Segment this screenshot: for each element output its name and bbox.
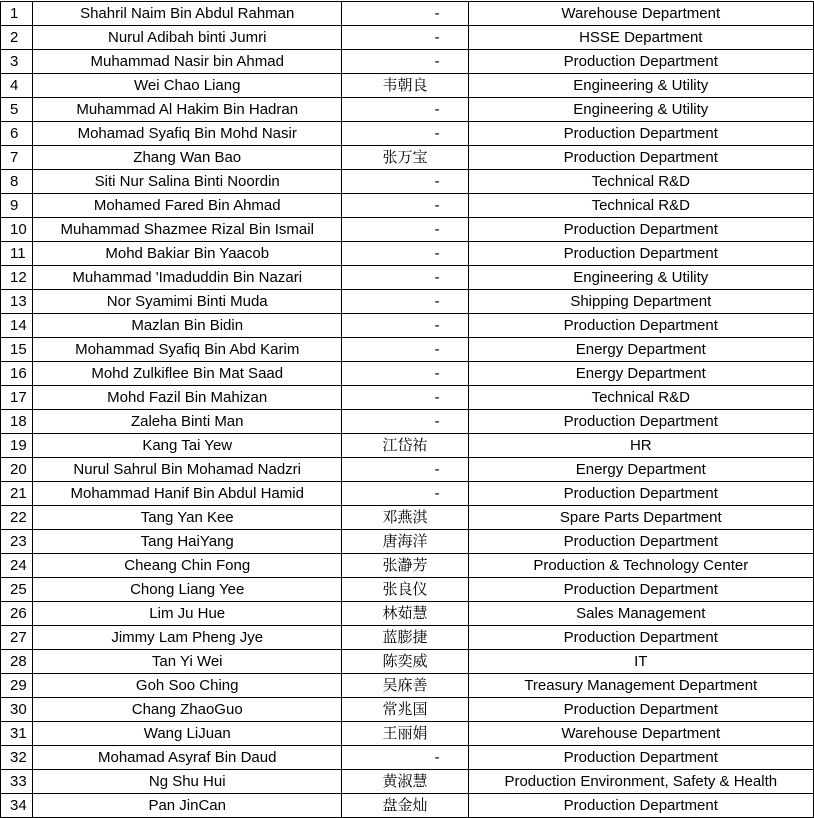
name-cell[interactable]: Muhammad Nasir bin Ahmad bbox=[33, 50, 342, 74]
row-number-cell[interactable]: 23 bbox=[1, 530, 33, 554]
name-cell[interactable]: Siti Nur Salina Binti Noordin bbox=[33, 170, 342, 194]
row-number-cell[interactable]: 18 bbox=[1, 410, 33, 434]
name-cell[interactable]: Chong Liang Yee bbox=[33, 578, 342, 602]
table-row bbox=[1, 218, 814, 242]
table-row bbox=[1, 2, 814, 26]
department-cell[interactable]: Production Department bbox=[468, 530, 813, 554]
chinese-name-cell[interactable]: - bbox=[342, 746, 468, 770]
row-number-cell[interactable]: 28 bbox=[1, 650, 33, 674]
chinese-name-cell[interactable]: 吴庥善 bbox=[342, 674, 468, 698]
name-cell[interactable]: Mohd Fazil Bin Mahizan bbox=[33, 386, 342, 410]
department-cell[interactable]: Energy Department bbox=[468, 338, 813, 362]
department-cell[interactable]: Production Department bbox=[468, 746, 813, 770]
name-cell[interactable]: Chang ZhaoGuo bbox=[33, 698, 342, 722]
chinese-name-cell[interactable]: - bbox=[342, 266, 468, 290]
row-number-cell[interactable]: 17 bbox=[1, 386, 33, 410]
row-number-cell[interactable]: 19 bbox=[1, 434, 33, 458]
chinese-name-cell[interactable]: - bbox=[342, 386, 468, 410]
name-cell[interactable]: Mohammad Syafiq Bin Abd Karim bbox=[33, 338, 342, 362]
table-row bbox=[1, 194, 814, 218]
chinese-name-cell[interactable]: 黄淑慧 bbox=[342, 770, 468, 794]
row-number-cell[interactable]: 2 bbox=[1, 26, 33, 50]
chinese-name-cell[interactable]: - bbox=[342, 98, 468, 122]
table-row bbox=[1, 170, 814, 194]
chinese-name-cell[interactable]: 陈奕威 bbox=[342, 650, 468, 674]
name-cell[interactable]: Mohammad Hanif Bin Abdul Hamid bbox=[33, 482, 342, 506]
name-cell[interactable]: Jimmy Lam Pheng Jye bbox=[33, 626, 342, 650]
name-cell[interactable]: Lim Ju Hue bbox=[33, 602, 342, 626]
department-cell[interactable]: Production Department bbox=[468, 578, 813, 602]
chinese-name-cell[interactable]: - bbox=[342, 290, 468, 314]
chinese-name-cell[interactable]: 张瀞芳 bbox=[342, 554, 468, 578]
department-cell[interactable]: Engineering & Utility bbox=[468, 98, 813, 122]
row-number-cell[interactable]: 33 bbox=[1, 770, 33, 794]
table-row bbox=[1, 314, 814, 338]
row-number-cell[interactable]: 31 bbox=[1, 722, 33, 746]
name-cell[interactable]: Mohd Zulkiflee Bin Mat Saad bbox=[33, 362, 342, 386]
department-cell[interactable]: Production & Technology Center bbox=[468, 554, 813, 578]
row-number-cell[interactable]: 22 bbox=[1, 506, 33, 530]
chinese-name-cell[interactable]: 邓燕淇 bbox=[342, 506, 468, 530]
row-number-cell[interactable]: 7 bbox=[1, 146, 33, 170]
department-cell[interactable]: Production Department bbox=[468, 482, 813, 506]
table-row bbox=[1, 122, 814, 146]
row-number-cell[interactable]: 27 bbox=[1, 626, 33, 650]
chinese-name-cell[interactable]: 张万宝 bbox=[342, 146, 468, 170]
chinese-name-cell[interactable]: 韦朝良 bbox=[342, 74, 468, 98]
department-cell[interactable]: Production Department bbox=[468, 50, 813, 74]
row-number-cell[interactable]: 32 bbox=[1, 746, 33, 770]
row-number-cell[interactable]: 25 bbox=[1, 578, 33, 602]
name-cell[interactable]: Tang HaiYang bbox=[33, 530, 342, 554]
name-cell[interactable]: Tang Yan Kee bbox=[33, 506, 342, 530]
chinese-name-cell[interactable]: - bbox=[342, 122, 468, 146]
row-number-cell[interactable]: 29 bbox=[1, 674, 33, 698]
table-row bbox=[1, 458, 814, 482]
name-cell[interactable]: Mohamad Asyraf Bin Daud bbox=[33, 746, 342, 770]
table-row bbox=[1, 794, 814, 818]
table-row bbox=[1, 410, 814, 434]
table-row bbox=[1, 146, 814, 170]
name-cell[interactable]: Mohd Bakiar Bin Yaacob bbox=[33, 242, 342, 266]
department-cell[interactable]: Warehouse Department bbox=[468, 722, 813, 746]
department-cell[interactable]: Production Department bbox=[468, 242, 813, 266]
row-number-cell[interactable]: 9 bbox=[1, 194, 33, 218]
department-cell[interactable]: Production Department bbox=[468, 314, 813, 338]
department-cell[interactable]: Production Department bbox=[468, 794, 813, 818]
department-cell[interactable]: Shipping Department bbox=[468, 290, 813, 314]
row-number-cell[interactable]: 1 bbox=[1, 2, 33, 26]
department-cell[interactable]: IT bbox=[468, 650, 813, 674]
table-row bbox=[1, 746, 814, 770]
table-row bbox=[1, 770, 814, 794]
row-number-cell[interactable]: 3 bbox=[1, 50, 33, 74]
table-row bbox=[1, 26, 814, 50]
department-cell[interactable]: Treasury Management Department bbox=[468, 674, 813, 698]
chinese-name-cell[interactable]: 张良仪 bbox=[342, 578, 468, 602]
row-number-cell[interactable]: 21 bbox=[1, 482, 33, 506]
row-number-cell[interactable]: 34 bbox=[1, 794, 33, 818]
row-number-cell[interactable]: 4 bbox=[1, 74, 33, 98]
chinese-name-cell[interactable]: - bbox=[342, 482, 468, 506]
chinese-name-cell[interactable]: - bbox=[342, 362, 468, 386]
table-row bbox=[1, 722, 814, 746]
department-cell[interactable]: Spare Parts Department bbox=[468, 506, 813, 530]
name-cell[interactable]: Zhang Wan Bao bbox=[33, 146, 342, 170]
row-number-cell[interactable]: 13 bbox=[1, 290, 33, 314]
name-cell[interactable]: Nurul Sahrul Bin Mohamad Nadzri bbox=[33, 458, 342, 482]
department-cell[interactable]: Production Department bbox=[468, 122, 813, 146]
name-cell[interactable]: Muhammad Shazmee Rizal Bin Ismail bbox=[33, 218, 342, 242]
department-cell[interactable]: Energy Department bbox=[468, 458, 813, 482]
row-number-cell[interactable]: 8 bbox=[1, 170, 33, 194]
chinese-name-cell[interactable]: 常兆国 bbox=[342, 698, 468, 722]
table-row bbox=[1, 50, 814, 74]
department-cell[interactable]: Technical R&D bbox=[468, 194, 813, 218]
table-row bbox=[1, 434, 814, 458]
department-cell[interactable]: Production Department bbox=[468, 698, 813, 722]
chinese-name-cell[interactable]: - bbox=[342, 50, 468, 74]
name-cell[interactable]: Cheang Chin Fong bbox=[33, 554, 342, 578]
chinese-name-cell[interactable]: - bbox=[342, 242, 468, 266]
department-cell[interactable]: Production Department bbox=[468, 218, 813, 242]
chinese-name-cell[interactable]: - bbox=[342, 2, 468, 26]
table-row bbox=[1, 338, 814, 362]
row-number-cell[interactable]: 12 bbox=[1, 266, 33, 290]
department-cell[interactable]: Technical R&D bbox=[468, 386, 813, 410]
department-cell[interactable]: Engineering & Utility bbox=[468, 266, 813, 290]
name-cell[interactable]: Nor Syamimi Binti Muda bbox=[33, 290, 342, 314]
row-number-cell[interactable]: 16 bbox=[1, 362, 33, 386]
table-row bbox=[1, 626, 814, 650]
table-row bbox=[1, 266, 814, 290]
chinese-name-cell[interactable]: 江岱祐 bbox=[342, 434, 468, 458]
chinese-name-cell[interactable]: 王丽娟 bbox=[342, 722, 468, 746]
chinese-name-cell[interactable]: - bbox=[342, 194, 468, 218]
name-cell[interactable]: Nurul Adibah binti Jumri bbox=[33, 26, 342, 50]
name-cell[interactable]: Mohamed Fared Bin Ahmad bbox=[33, 194, 342, 218]
chinese-name-cell[interactable]: - bbox=[342, 26, 468, 50]
department-cell[interactable]: Energy Department bbox=[468, 362, 813, 386]
table-row bbox=[1, 506, 814, 530]
department-cell[interactable]: Warehouse Department bbox=[468, 2, 813, 26]
row-number-cell[interactable]: 10 bbox=[1, 218, 33, 242]
table-row bbox=[1, 578, 814, 602]
table-row bbox=[1, 74, 814, 98]
table-row bbox=[1, 674, 814, 698]
name-cell[interactable]: Ng Shu Hui bbox=[33, 770, 342, 794]
employee-table bbox=[0, 1, 814, 818]
table-row bbox=[1, 362, 814, 386]
name-cell[interactable]: Mazlan Bin Bidin bbox=[33, 314, 342, 338]
department-cell[interactable]: Production Department bbox=[468, 626, 813, 650]
row-number-cell[interactable]: 26 bbox=[1, 602, 33, 626]
chinese-name-cell[interactable]: 盘金灿 bbox=[342, 794, 468, 818]
table-row bbox=[1, 98, 814, 122]
chinese-name-cell[interactable]: - bbox=[342, 218, 468, 242]
row-number-cell[interactable]: 5 bbox=[1, 98, 33, 122]
name-cell[interactable]: Wei Chao Liang bbox=[33, 74, 342, 98]
name-cell[interactable]: Muhammad 'Imaduddin Bin Nazari bbox=[33, 266, 342, 290]
name-cell[interactable]: Wang LiJuan bbox=[33, 722, 342, 746]
department-cell[interactable]: Technical R&D bbox=[468, 170, 813, 194]
table-row bbox=[1, 482, 814, 506]
table-row bbox=[1, 290, 814, 314]
department-cell[interactable]: Sales Management bbox=[468, 602, 813, 626]
name-cell[interactable]: Zaleha Binti Man bbox=[33, 410, 342, 434]
row-number-cell[interactable]: 11 bbox=[1, 242, 33, 266]
row-number-cell[interactable]: 30 bbox=[1, 698, 33, 722]
row-number-cell[interactable]: 6 bbox=[1, 122, 33, 146]
chinese-name-cell[interactable]: 蓝膨捷 bbox=[342, 626, 468, 650]
table-row bbox=[1, 530, 814, 554]
table-row bbox=[1, 242, 814, 266]
table-row bbox=[1, 554, 814, 578]
name-cell[interactable]: Kang Tai Yew bbox=[33, 434, 342, 458]
department-cell[interactable]: Engineering & Utility bbox=[468, 74, 813, 98]
chinese-name-cell[interactable]: 林茹慧 bbox=[342, 602, 468, 626]
department-cell[interactable]: Production Department bbox=[468, 146, 813, 170]
department-cell[interactable]: HR bbox=[468, 434, 813, 458]
department-cell[interactable]: Production Environment, Safety & Health bbox=[468, 770, 813, 794]
chinese-name-cell[interactable]: - bbox=[342, 338, 468, 362]
name-cell[interactable]: Mohamad Syafiq Bin Mohd Nasir bbox=[33, 122, 342, 146]
department-cell[interactable]: Production Department bbox=[468, 410, 813, 434]
chinese-name-cell[interactable]: - bbox=[342, 458, 468, 482]
table-row bbox=[1, 386, 814, 410]
name-cell[interactable]: Pan JinCan bbox=[33, 794, 342, 818]
table-row bbox=[1, 650, 814, 674]
table-row bbox=[1, 602, 814, 626]
name-cell[interactable]: Muhammad Al Hakim Bin Hadran bbox=[33, 98, 342, 122]
name-cell[interactable]: Goh Soo Ching bbox=[33, 674, 342, 698]
employee-table-body bbox=[1, 2, 814, 818]
department-cell[interactable]: HSSE Department bbox=[468, 26, 813, 50]
row-number-cell[interactable]: 20 bbox=[1, 458, 33, 482]
chinese-name-cell[interactable]: - bbox=[342, 170, 468, 194]
name-cell[interactable]: Shahril Naim Bin Abdul Rahman bbox=[33, 2, 342, 26]
row-number-cell[interactable]: 14 bbox=[1, 314, 33, 338]
table-row bbox=[1, 698, 814, 722]
chinese-name-cell[interactable]: 唐海洋 bbox=[342, 530, 468, 554]
chinese-name-cell[interactable]: - bbox=[342, 314, 468, 338]
row-number-cell[interactable]: 24 bbox=[1, 554, 33, 578]
row-number-cell[interactable]: 15 bbox=[1, 338, 33, 362]
chinese-name-cell[interactable]: - bbox=[342, 410, 468, 434]
name-cell[interactable]: Tan Yi Wei bbox=[33, 650, 342, 674]
